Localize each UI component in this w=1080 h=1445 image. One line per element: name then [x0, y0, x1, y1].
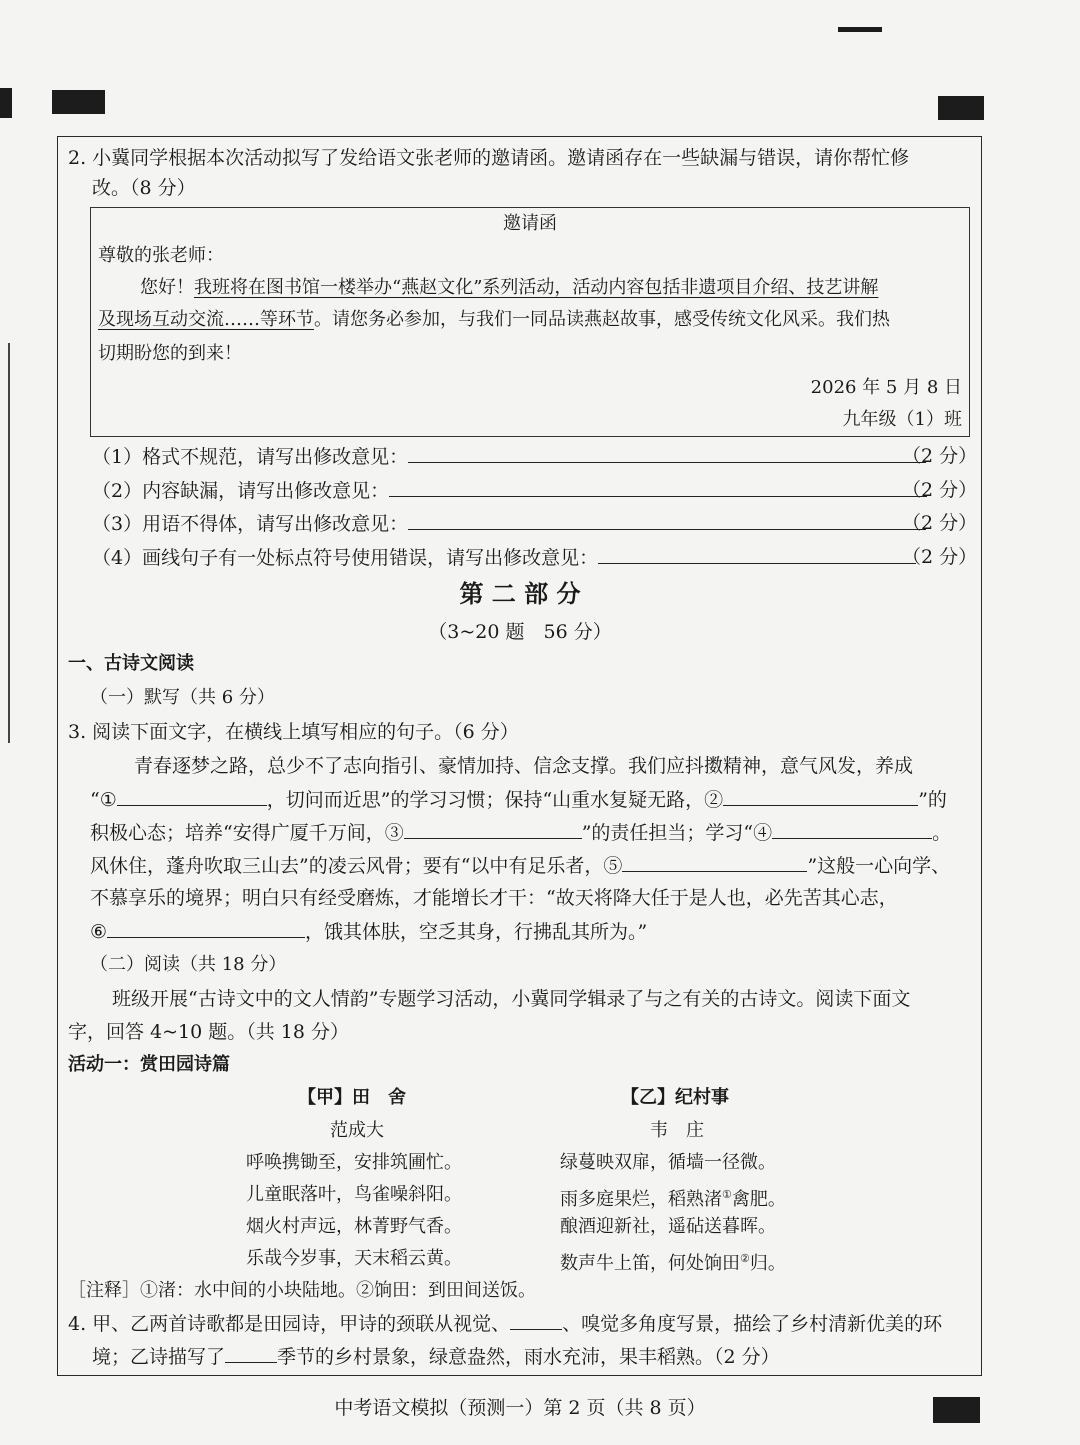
letter-body-line3: 切期盼您的到来！ [98, 343, 242, 364]
poem-yi-line1: 绿蔓映双扉，循墙一径微。 [560, 1152, 776, 1173]
q3-line3 [90, 818, 951, 847]
poem-yi-line2 [560, 1181, 786, 1214]
q3-blank3[interactable] [404, 818, 582, 839]
part2-title: 第 二 部 分 [459, 580, 581, 608]
poem-yi-line2-a: 雨多庭果烂，稻熟渚 [560, 1189, 722, 1210]
page-footer: 中考语文模拟（预测一）第 2 页（共 8 页） [334, 1397, 706, 1419]
q3-line2-end: ”的 [918, 789, 947, 811]
q3-line4 [90, 851, 950, 880]
poem-jia-line1: 呼唤携锄至，安排筑圃忙。 [246, 1152, 462, 1173]
q2-sub3 [92, 509, 926, 538]
q3-blank4[interactable] [772, 818, 932, 839]
q4-line1-end: 、嗅觉多角度写景，描绘了乡村清新优美的环 [562, 1313, 943, 1335]
poem-jia-line3: 烟火村声远，林菁野气香。 [246, 1216, 462, 1237]
activity-one-heading: 活动一：赏田园诗篇 [68, 1054, 230, 1075]
binding-line [8, 343, 10, 743]
q2-sub1-answer-blank[interactable] [408, 442, 926, 463]
q2-sub1-text: （1）格式不规范，请写出修改意见： [92, 446, 409, 468]
q3-blank1[interactable] [117, 785, 267, 806]
q3-line5: 不慕享乐的境界；明白只有经受磨炼，才能增长才干：“故天将降大任于是人也，必先苦其心志， [90, 887, 898, 909]
q2-sub2-text: （2）内容缺漏，请写出修改意见： [92, 480, 390, 502]
q3-line3-mid: ”的责任担当；学习“④ [581, 822, 773, 844]
q3-line2-text: ，切问而近思”的学习习惯；保持“山重水复疑无路，② [266, 789, 724, 811]
q4-line2 [92, 1342, 780, 1371]
q2-sub2-score: （2 分） [902, 479, 978, 501]
q2-sub3-answer-blank[interactable] [408, 509, 926, 530]
q4-line2-text: 境；乙诗描写了 [92, 1346, 226, 1368]
poem-notes: ［注释］①渚：水中间的小块陆地。②饷田：到田间送饭。 [68, 1280, 536, 1301]
poem-yi-line3: 酿酒迎新社，遥砧送暮晖。 [560, 1216, 776, 1237]
q3-line2 [90, 785, 947, 814]
q3-line4-end: ”这般一心向学、 [807, 855, 951, 877]
letter-signature: 九年级（1）班 [842, 409, 962, 430]
letter-body-line2 [98, 306, 890, 334]
letter-body-line1 [140, 274, 878, 302]
q3-line3-text: 积极心态；培养“安得广厦千万间，③ [90, 822, 404, 844]
section1-heading: 一、古诗文阅读 [68, 653, 194, 674]
q2-sub1-score: （2 分） [902, 445, 978, 467]
q4-blank1[interactable] [510, 1309, 562, 1330]
q2-sub1 [92, 442, 926, 471]
registration-mark-right [938, 96, 984, 120]
letter-salutation: 尊敬的张老师： [98, 245, 224, 266]
letter-title: 邀请函 [503, 213, 557, 234]
poem-jia-title: 【甲】田 舍 [298, 1087, 406, 1108]
section1-sub1: （一）默写（共 6 分） [90, 687, 275, 708]
q3-line1: 青春逐梦之路，总少不了志向指引、豪情加持、信念支撑。我们应抖擞精神，意气风发，养成 [134, 755, 914, 777]
q3-blank6[interactable] [107, 917, 305, 938]
poem-jia-line4: 乐哉今岁事，天末稻云黄。 [246, 1248, 462, 1269]
q2-sub3-text: （3）用语不得体，请写出修改意见： [92, 513, 409, 535]
poem-yi-title: 【乙】纪村事 [621, 1087, 729, 1108]
q3-line3-end: 。 [932, 822, 952, 844]
q3-blank2[interactable] [723, 785, 918, 806]
q4-line1 [68, 1309, 942, 1338]
q3-line6 [90, 917, 647, 946]
registration-mark-left [52, 90, 105, 114]
q3-title: 3. 阅读下面文字，在横线上填写相应的句子。（6 分） [68, 721, 519, 743]
part2-subtitle: （3~20 题 56 分） [428, 621, 612, 643]
q2-stem-line1: 2. 小冀同学根据本次活动拟写了发给语文张老师的邀请函。邀请函存在一些缺漏与错误，请你帮忙修 [68, 147, 910, 169]
footnote-marker-2: ② [740, 1252, 750, 1265]
q3-blank1-label: “① [90, 789, 117, 811]
section1-sub2: （二）阅读（共 18 分） [90, 954, 287, 975]
poem-yi-author: 韦 庄 [650, 1120, 704, 1141]
q2-sub4-score: （2 分） [902, 546, 978, 568]
letter-greeting: 您好！ [140, 277, 194, 298]
q3-line4-text: 风休住，蓬舟吹取三山去”的凌云风骨；要有“以中有足乐者，⑤ [90, 855, 623, 877]
q4-line1-text: 4. 甲、乙两首诗歌都是田园诗，甲诗的颈联从视觉、 [68, 1313, 511, 1335]
q3-blank6-label: ⑥ [90, 921, 108, 943]
q2-sub4 [92, 543, 916, 572]
letter-body-rest: 。请您务必参加，与我们一同品读燕赵故事，感受传统文化风采。我们热 [314, 309, 890, 330]
underlined-sentence-part1: 我班将在图书馆一楼举办“燕赵文化”系列活动，活动内容包括非遗项目介绍、技艺讲解 [194, 277, 879, 298]
underlined-sentence-part2: 及现场互动交流……等环节 [98, 309, 314, 330]
q2-sub2 [92, 476, 927, 505]
poem-jia-line2: 儿童眠落叶，鸟雀噪斜阳。 [246, 1184, 462, 1205]
q3-line6-text: ，饿其体肤，空乏其身，行拂乱其所为。” [305, 921, 648, 943]
reading-intro-line1: 班级开展“古诗文中的文人情韵”专题学习活动，小冀同学辑录了与之有关的古诗文。阅读下面文 [112, 988, 911, 1010]
poem-jia-author: 范成大 [330, 1120, 384, 1141]
q2-sub2-answer-blank[interactable] [389, 476, 927, 497]
letter-date: 2026 年 5 月 8 日 [810, 377, 962, 398]
poem-yi-line4-b: 归。 [749, 1253, 786, 1274]
q2-sub3-score: （2 分） [902, 512, 978, 534]
q2-stem-line2: 改。（8 分） [92, 177, 196, 199]
reading-intro-line2: 字，回答 4~10 题。（共 18 分） [68, 1021, 350, 1043]
registration-mark-top [838, 27, 882, 32]
q2-sub4-text: （4）画线句子有一处标点符号使用错误，请写出修改意见： [92, 547, 599, 569]
q3-blank5[interactable] [622, 851, 807, 872]
q2-sub4-answer-blank[interactable] [598, 543, 916, 564]
poem-yi-line4-a: 数声牛上笛，何处饷田 [560, 1253, 740, 1274]
poem-yi-line2-b: 禽肥。 [731, 1189, 786, 1210]
footnote-marker-1: ① [722, 1188, 732, 1201]
poem-yi-line4 [560, 1245, 786, 1278]
q4-blank2[interactable] [225, 1342, 277, 1363]
registration-mark-edge [0, 88, 12, 118]
q4-line2-end: 季节的乡村景象，绿意盎然，雨水充沛，果丰稻熟。（2 分） [277, 1346, 780, 1368]
